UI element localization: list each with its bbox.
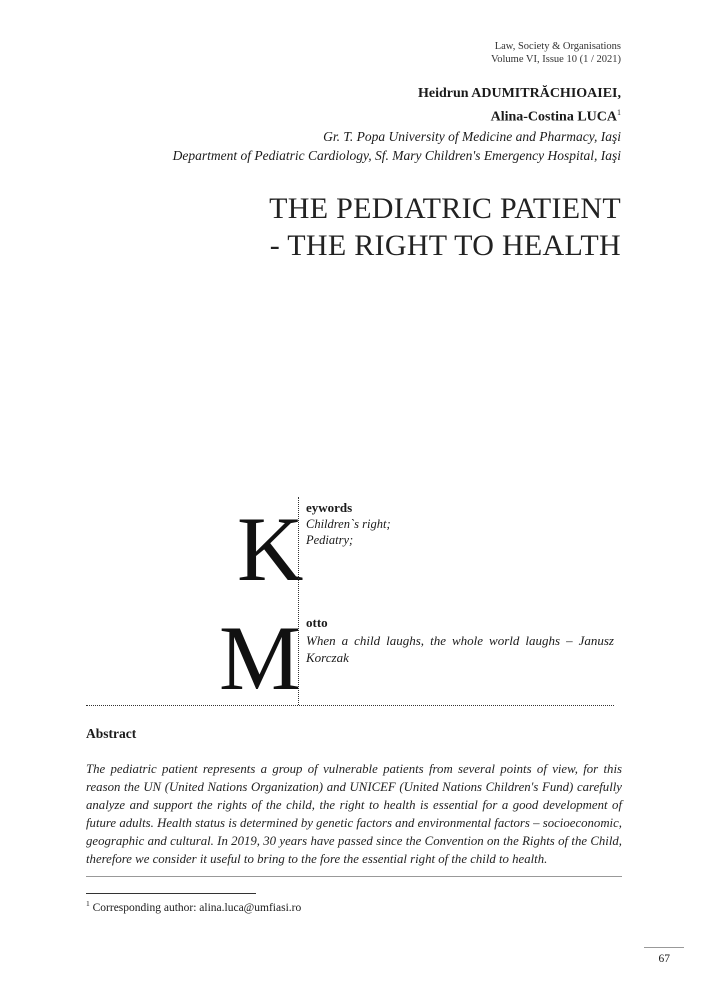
- page-number-rule: [644, 947, 684, 948]
- journal-name: Law, Society & Organisations: [494, 41, 621, 52]
- journal-header: [491, 40, 621, 66]
- page-number: 67: [658, 953, 670, 965]
- keyword-item: Pediatry;: [306, 533, 354, 547]
- paper-title: [269, 190, 621, 264]
- journal-issue: Volume VI, Issue 10 (1 / 2021): [491, 54, 621, 65]
- footnote-number: 1: [86, 899, 90, 908]
- section-rule: [86, 876, 622, 877]
- author-second: [173, 103, 621, 127]
- motto-text: When a child laughs, the whole world laughs – Janusz Korczak: [306, 633, 614, 665]
- motto-drop-cap: M: [219, 607, 301, 709]
- affiliation-department: Department of Pediatric Cardiology, Sf. Mary Children's Emergency Hospital, Iaşi: [172, 147, 621, 163]
- footnote-text: Corresponding author: alina.luca@umfiasi.ro: [92, 901, 302, 914]
- abstract-text: The pediatric patient represents a group of vulnerable patients from several points of view, for this reason the UN (United Nations Organization) and UNICEF (United Nations Children's Fund) carefully analyze and support the rights of the child, the right to health is essential for a good development of future adults. Health status is determined by genetic factors and environmental factors – socioeconomic, geographic and cultural. In 2019, 30 years have passed since the Convention on the Rights of the Child, therefore we consider it useful to bring to the fore the essential right of the child to health.: [86, 762, 622, 866]
- footnote-rule: [86, 893, 256, 894]
- affiliation-university: Gr. T. Popa University of Medicine and Pharmacy, Iaşi: [323, 128, 621, 144]
- keywords-heading: eywords: [306, 500, 353, 515]
- keyword-item: Children`s right;: [306, 517, 391, 531]
- author-first: Heidrun ADUMITRĂCHIOAIEI,: [417, 86, 621, 101]
- footnote: [86, 899, 301, 914]
- author-block: [173, 84, 621, 165]
- motto-heading: otto: [306, 615, 328, 630]
- author-second-name: Alina-Costina LUCA: [490, 109, 617, 125]
- paper-title-line-1: THE PEDIATRIC PATIENT: [269, 192, 621, 225]
- keywords-drop-cap: K: [237, 498, 304, 600]
- horizontal-divider: [86, 705, 614, 706]
- abstract-heading: Abstract: [86, 726, 137, 741]
- footnote-marker: 1: [617, 108, 621, 117]
- paper-title-line-2: - THE RIGHT TO HEALTH: [269, 229, 621, 262]
